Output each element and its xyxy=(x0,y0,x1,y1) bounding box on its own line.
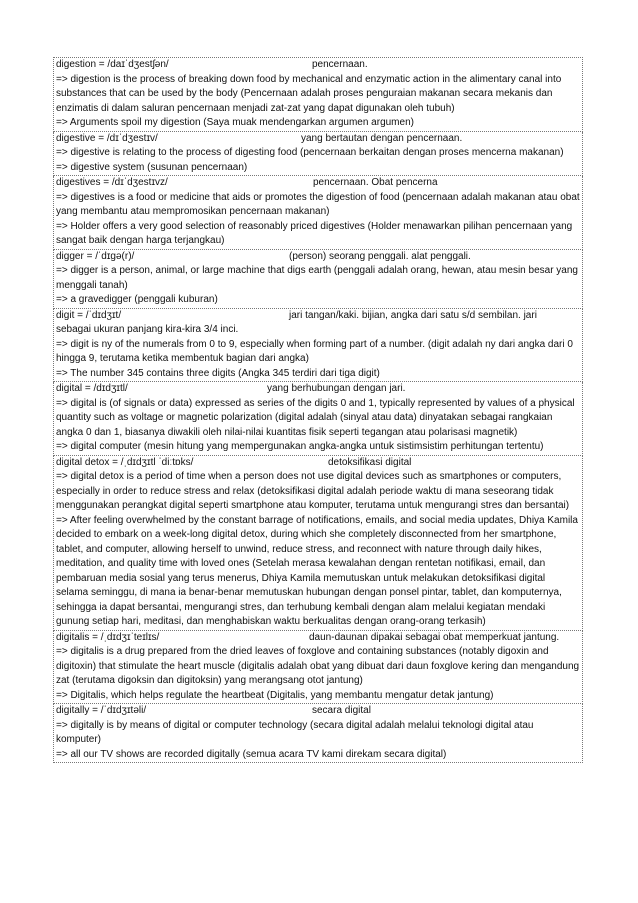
example-line: => digital computer (mesin hitung yang mempergunakan angka-angka untuk sistimsistim perhitungan tertentu) xyxy=(56,441,544,452)
example-line: => After feeling overwhelmed by the constant barrage of notifications, emails, and social media updates, Dhiya Kamila decided to embark on a week-long digital detox, during which she completely disconnected from her smartphone, tablet, and computer, allowing herself to unwind, reduce stress, and reconnect with nature through daily hikes, meditation, and quality time with loved ones (Setelah merasa kewalahan dengan rentetan notifikasi, email, dan pembaruan media sosial yang terus menerus, Dhiya Kamila memutuskan untuk melakukan detoksifikasi digital selama seminggu, di mana ia benar-benar memutuskan hubungan dengan ponsel pintar, tablet, dan komputernya, sehingga ia dapat bersantai, mengurangi stres, dan terhubung kembali dengan alam melalui kegiatan mendaki gunung setiap hari, meditasi, dan menghabiskan waktu berkualitas dengan orang-orang terkasih) xyxy=(56,514,578,627)
entry-head xyxy=(56,704,580,719)
headword: digestives = /dɪˈdʒestɪvz/ xyxy=(56,177,168,188)
headword: digital detox = /ˌdɪdʒɪtl ˈdiːtɒks/ xyxy=(56,456,194,468)
translation: yang bertautan dengan pencernaan. xyxy=(301,132,463,144)
definition-line: => digital detox is a period of time when a person does not use digital devices such as smartphones or computers, especially in order to reduce stress and relax (detoksifikasi digital adalah periode waktu di mana seseorang tidak menggunakan perangkat digital seperti smartphone atau komputer, terutama untuk mengurangi stres dan bersantai) xyxy=(56,471,570,511)
translation: pencernaan. xyxy=(312,59,368,70)
example-line: => digestive system (susunan pencernaan) xyxy=(56,161,248,173)
example-line: => a gravedigger (penggali kuburan) xyxy=(56,294,218,305)
headword: digestion = /daɪˈdʒestʃən/ xyxy=(56,59,169,70)
translation-continued: sebagai ukuran panjang kira-kira 3/4 inci. xyxy=(56,324,239,335)
entry-head xyxy=(56,382,580,397)
entry-head xyxy=(56,309,580,324)
definition-line: => digestive is relating to the process of digesting food (pencernaan berkaitan dengan proses mencerna makanan) xyxy=(56,147,564,158)
entry-head xyxy=(56,456,580,471)
example-line: => The number 345 contains three digits (Angka 345 terdiri dari tiga digit) xyxy=(56,367,380,379)
example-line: => Digitalis, which helps regulate the heartbeat (Digitalis, yang membantu mengatur detak jantung) xyxy=(56,689,494,701)
definition-line: => digestives is a food or medicine that aids or promotes the digestion of food (pencernaan adalah makanan atau obat yang membantu atau mempromosikan pencernaan makanan) xyxy=(56,191,580,217)
definition-line: => digital is (of signals or data) expressed as series of the digits 0 and 1, typically represented by values of a physical quantity such as voltage or magnetic polarization (digital adalah (sinyal atau data) dinyatakan sebagai rangkaian angka 0 dan 1, biasanya diwakili oleh nilai-nilai kuantitas fisik seperti tegangan atau polarisasi magnetik) xyxy=(56,397,575,438)
translation: daun-daunan dipakai sebagai obat memperkuat jantung. xyxy=(309,631,560,643)
entry-digestive xyxy=(53,132,583,177)
example-line: => all our TV shows are recorded digitally (semua acara TV kami direkam secara digital) xyxy=(56,748,447,760)
translation: secara digital xyxy=(312,705,371,716)
entry-digger xyxy=(53,250,583,309)
entry-head xyxy=(56,58,580,73)
dictionary-page xyxy=(53,57,583,763)
entry-digit xyxy=(53,309,583,383)
entry-digitally xyxy=(53,704,583,763)
entry-digital-detox xyxy=(53,456,583,631)
entry-head xyxy=(56,176,580,191)
translation: yang berhubungan dengan jari. xyxy=(267,383,406,394)
translation: jari tangan/kaki. bijian, angka dari satu s/d sembilan. jari xyxy=(289,309,537,321)
headword: digger = /ˈdɪɡə(r)/ xyxy=(56,250,135,262)
headword: digestive = /dɪˈdʒestɪv/ xyxy=(56,132,158,144)
entry-digitalis xyxy=(53,631,583,705)
entry-head xyxy=(56,250,580,265)
headword: digitally = /ˈdɪdʒɪtəli/ xyxy=(56,705,147,716)
headword: digit = /ˈdɪdʒɪt/ xyxy=(56,309,122,321)
entry-digital xyxy=(53,382,583,456)
entry-digestives xyxy=(53,176,583,250)
entry-head xyxy=(56,631,580,646)
entry-head xyxy=(56,132,580,147)
headword: digitalis = /ˌdɪdʒɪˈteɪlɪs/ xyxy=(56,631,160,643)
definition-line: => digger is a person, animal, or large machine that digs earth (penggali adalah orang, hewan, atau mesin besar yang menggali tanah) xyxy=(56,265,578,291)
translation: pencernaan. Obat pencerna xyxy=(313,177,438,188)
entry-digestion xyxy=(53,57,583,132)
translation: (person) seorang penggali. alat penggali. xyxy=(289,250,471,262)
definition-line: => digestion is the process of breaking down food by mechanical and enzymatic action in the alimentary canal into substances that can be used by the body (Pencernaan adalah proses penguraian makanan secara mekanis dan enzimatis di dalam saluran pencernaan menjadi zat-zat yang dapat digunakan oleh tubuh) xyxy=(56,73,562,114)
definition-line: => digitally is by means of digital or computer technology (secara digital adalah melalui teknologi digital atau komputer) xyxy=(56,719,534,745)
headword: digital = /dɪdʒɪtl/ xyxy=(56,383,128,394)
definition-line: => digitalis is a drug prepared from the dried leaves of foxglove and containing substances (notably digoxin and digitoxin) that stimulate the heart muscle (digitalis adalah obat yang dibuat dari daun foxglove kering dan mengandung zat (terutama digoksin dan digitoksin) yang merangsang otot jantung) xyxy=(56,646,580,686)
example-line: => Arguments spoil my digestion (Saya muak mendengarkan argumen argumen) xyxy=(56,117,414,128)
definition-line: => digit is ny of the numerals from 0 to 9, especially when forming part of a number. (digit adalah ny dari angka dari 0 hingga 9, terutama ketika membentuk bagian dari angka) xyxy=(56,338,573,364)
example-line: => Holder offers a very good selection of reasonably priced digestives (Holder menawarkan pilihan pencernaan yang sangat baik dengan harga terjangkau) xyxy=(56,220,573,246)
translation: detoksifikasi digital xyxy=(328,456,412,468)
